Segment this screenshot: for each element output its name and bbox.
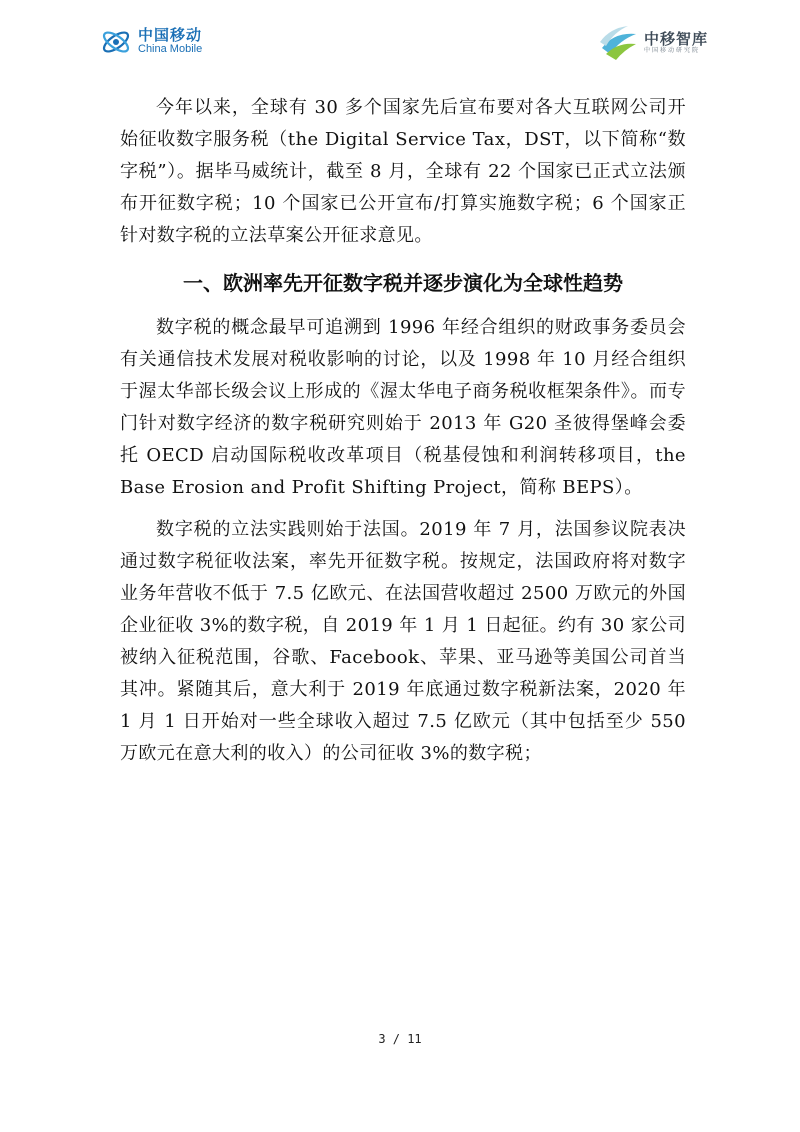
china-mobile-logo [100,26,202,58]
intro-paragraph: 今年以来，全球有 30 多个国家先后宣布要对各大互联网公司开始征收数字服务税（the Digital Service Tax，DST，以下简称“数字税”）。据毕马威统计，截至 8 月，全球有 22 个国家已正式立法颁布开征数字税；10 个国家已公开宣布/打算实施数字税；6 个国家正针对数字税的立法草案公开征求意见。 [120,97,686,246]
section-heading: 一、欧洲率先开征数字税并逐步演化为全球性趋势 [183,271,623,295]
zhongyi-zhiku-logo-icon [598,22,640,64]
china-mobile-logo-cn: 中国移动 [138,26,203,45]
body-paragraph: 数字税的概念最早可追溯到 1996 年经合组织的财政事务委员会有关通信技术发展对税收影响的讨论，以及 1998 年 10 月经合组织于渥太华部长级会议上形成的《渥太华电子商务税收框架条件》。而专门针对数字经济的数字税研究则始于 2013 年 G20 圣彼得堡峰会委托 OECD 启动国际税收改革项目（税基侵蚀和利润转移项目，the Base Erosion and Profit Shifting Project，简称 BEPS）。 [120,317,686,498]
zhongyi-zhiku-logo-cn: 中移智库 [643,30,708,49]
zhongyi-zhiku-logo [598,22,708,64]
body-paragraph: 数字税的立法实践则始于法国。2019 年 7 月，法国参议院表决通过数字税征收法案，率先开征数字税。按规定，法国政府将对数字业务年营收不低于 7.5 亿欧元、在法国营收超过 2500 万欧元的外国企业征收 3%的数字税，自 2019 年 1 月 1 日起征。约有 30 家公司被纳入征税范围，谷歌、Facebook、苹果、亚马逊等美国公司首当其冲。紧随其后，意大利于 2019 年底通过数字税新法案，2020 年 1 月 1 日开始对一些全球收入超过 7.5 亿欧元（其中包括至少 550 万欧元在意大利的收入）的公司征收 3%的数字税； [120,519,686,764]
china-mobile-logo-icon [100,26,132,58]
zhongyi-zhiku-logo-sub: 中国移动研究院 [643,46,700,54]
page-number: 3 / 11 [378,1032,422,1046]
china-mobile-logo-en: China Mobile [138,43,203,56]
document-body [120,92,686,780]
